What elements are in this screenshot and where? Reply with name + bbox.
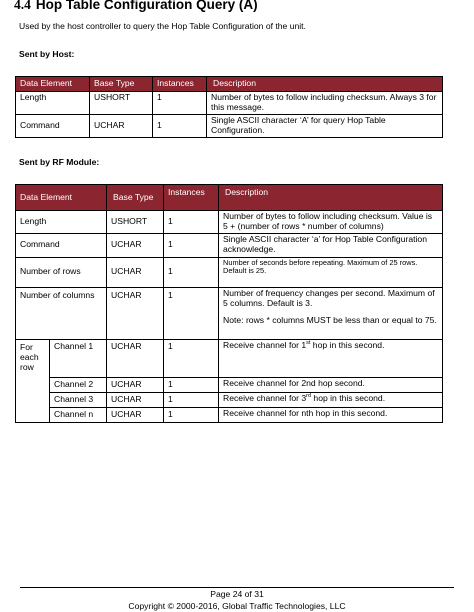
rf-header-instances: Instances (164, 185, 219, 211)
desc-text: hop in this second. (310, 339, 385, 350)
host-header-description: Description (207, 77, 443, 92)
desc-sup: rd (306, 392, 312, 399)
host-header-element: Data Element (16, 77, 90, 92)
cell-element: Length (16, 92, 90, 115)
section-heading (14, 0, 258, 13)
rf-header-description: Description (219, 185, 443, 211)
host-header-type: Base Type (90, 77, 153, 92)
cell-element: Channel 2 (50, 377, 107, 392)
intro-text: Used by the host controller to query the Hop Table Configuration of the unit. (19, 21, 306, 31)
cell-instances: 1 (164, 377, 219, 392)
cell-element: Channel n (50, 407, 107, 422)
columns-note: Note: rows * columns MUST be less than or equal to 75. (223, 314, 437, 325)
cell-type: USHORT (107, 211, 164, 234)
host-header-row (16, 77, 443, 92)
table-row (16, 287, 443, 339)
cell-type: UCHAR (107, 377, 164, 392)
rf-header-element: Data Element (16, 185, 107, 211)
rf-table (15, 184, 443, 423)
cell-element: Command (16, 233, 107, 257)
table-row (16, 257, 443, 287)
cell-description: Number of bytes to follow including checksum. Value is 5 + (number of rows * number of columns) (219, 211, 443, 234)
cell-type: USHORT (90, 92, 153, 115)
cell-description: Single ASCII character ‘A’ for query Hop Table Configuration. (207, 114, 443, 137)
cell-element: Command (16, 114, 90, 137)
cell-description (219, 287, 443, 339)
section-title: Hop Table Configuration Query (A) (35, 0, 258, 12)
cell-instances: 1 (153, 114, 207, 137)
rf-header-row (16, 185, 443, 211)
table-row (16, 114, 443, 137)
cell-type: UCHAR (107, 233, 164, 257)
desc-sup: st (306, 339, 311, 346)
cell-description (219, 377, 443, 392)
cell-element: Channel 3 (50, 392, 107, 407)
cell-type: UCHAR (107, 287, 164, 339)
desc-text: Receive channel for 3 (223, 392, 307, 403)
cell-element: Channel 1 (50, 339, 107, 377)
cell-type: UCHAR (90, 114, 153, 137)
copyright: Copyright © 2000-2016, Global Traffic Technologies, LLC (128, 601, 346, 611)
desc-text: Receive channel for 2nd hop second. (223, 377, 365, 388)
columns-description: Number of frequency changes per second. Maximum of 5 columns. Default is 3. (223, 287, 435, 308)
table-row (16, 407, 443, 422)
cell-type: UCHAR (107, 392, 164, 407)
cell-type: UCHAR (107, 407, 164, 422)
cell-instances: 1 (164, 233, 219, 257)
cell-description (219, 407, 443, 422)
cell-type: UCHAR (107, 339, 164, 377)
cell-instances: 1 (164, 392, 219, 407)
table-row (16, 377, 443, 392)
cell-instances: 1 (164, 257, 219, 287)
cell-type: UCHAR (107, 257, 164, 287)
table-row (16, 392, 443, 407)
cell-instances: 1 (164, 339, 219, 377)
table-row (16, 339, 443, 377)
table-row (16, 211, 443, 234)
group-label: For each row (16, 339, 50, 422)
cell-description: Number of bytes to follow including checksum. Always 3 for this message. (207, 92, 443, 115)
section-number: 4.4 (14, 0, 31, 12)
cell-description (219, 339, 443, 377)
page-number: Page 24 of 31 (210, 589, 264, 599)
footer-rule (20, 587, 454, 588)
cell-description: Number of seconds before repeating. Maximum of 25 rows. Default is 25. (219, 257, 443, 287)
cell-description (219, 392, 443, 407)
host-heading: Sent by Host: (19, 49, 75, 59)
cell-element: Number of rows (16, 257, 107, 287)
rf-header-type: Base Type (107, 185, 164, 211)
desc-text: Receive channel for 1 (223, 339, 307, 350)
desc-text: hop in this second. (311, 392, 386, 403)
desc-text: Receive channel for nth hop in this second. (223, 407, 388, 418)
cell-instances: 1 (164, 211, 219, 234)
host-header-instances: Instances (153, 77, 207, 92)
rf-heading: Sent by RF Module: (19, 157, 100, 167)
table-row (16, 233, 443, 257)
cell-instances: 1 (153, 92, 207, 115)
cell-element: Number of columns (16, 287, 107, 339)
cell-instances: 1 (164, 287, 219, 339)
cell-instances: 1 (164, 407, 219, 422)
host-table (15, 76, 443, 138)
cell-element: Length (16, 211, 107, 234)
table-row (16, 92, 443, 115)
cell-description: Single ASCII character ‘a’ for Hop Table Configuration acknowledge. (219, 233, 443, 257)
